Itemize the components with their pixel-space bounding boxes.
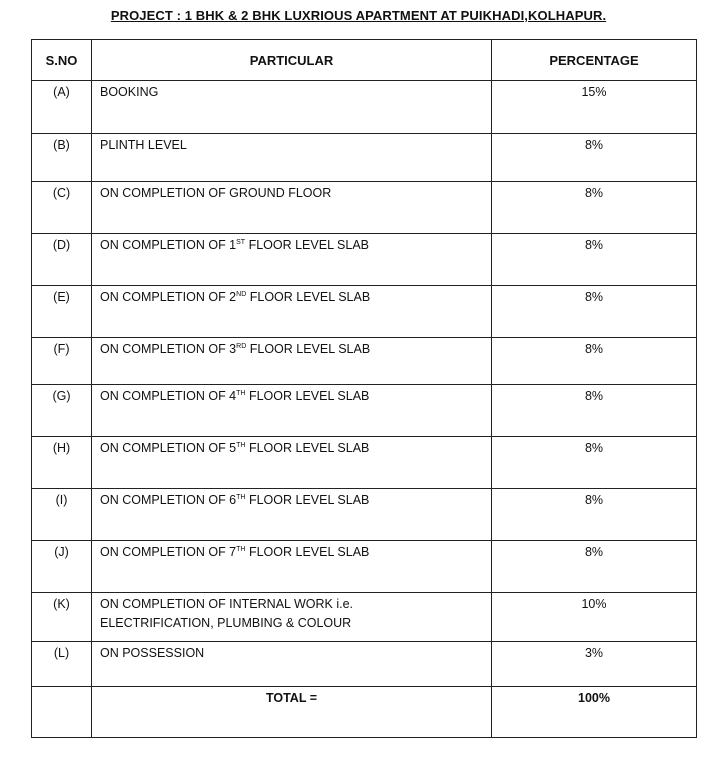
row-sno: (G) bbox=[32, 385, 92, 437]
row-sno: (H) bbox=[32, 437, 92, 489]
table-row bbox=[32, 642, 697, 687]
table-row bbox=[32, 385, 697, 437]
particular-text: BOOKING bbox=[100, 85, 159, 99]
ordinal-suffix: TH bbox=[236, 494, 246, 501]
particular-text-line2: ELECTRIFICATION, PLUMBING & COLOUR bbox=[100, 616, 352, 630]
table-row bbox=[32, 286, 697, 338]
particular-text-rest: FLOOR LEVEL SLAB bbox=[245, 441, 370, 455]
row-sno: (J) bbox=[32, 541, 92, 593]
row-particular bbox=[92, 134, 492, 182]
row-sno: (I) bbox=[32, 489, 92, 541]
particular-text: PLINTH LEVEL bbox=[100, 138, 187, 152]
row-particular bbox=[92, 541, 492, 593]
row-particular bbox=[92, 182, 492, 234]
row-percentage: 8% bbox=[492, 489, 697, 541]
row-percentage: 8% bbox=[492, 234, 697, 286]
row-particular bbox=[92, 489, 492, 541]
row-percentage: 8% bbox=[492, 286, 697, 338]
table-row bbox=[32, 234, 697, 286]
table-row bbox=[32, 182, 697, 234]
table-row bbox=[32, 593, 697, 642]
particular-text: ON COMPLETION OF 6 bbox=[100, 493, 237, 507]
document-title: PROJECT : 1 BHK & 2 BHK LUXRIOUS APARTMENT AT PUIKHADI,KOLHAPUR. bbox=[110, 8, 607, 23]
ordinal-suffix: TH bbox=[236, 390, 246, 397]
ordinal-suffix: ST bbox=[236, 239, 246, 246]
particular-text: ON COMPLETION OF 7 bbox=[100, 545, 237, 559]
header-percentage: PERCENTAGE bbox=[492, 40, 697, 81]
ordinal-suffix: RD bbox=[236, 343, 247, 350]
row-particular bbox=[92, 385, 492, 437]
row-sno: (D) bbox=[32, 234, 92, 286]
table-row bbox=[32, 541, 697, 593]
row-particular bbox=[92, 437, 492, 489]
row-sno: (L) bbox=[32, 642, 92, 687]
row-sno: (F) bbox=[32, 338, 92, 385]
row-particular bbox=[92, 81, 492, 134]
particular-text-rest: FLOOR LEVEL SLAB bbox=[245, 238, 369, 252]
particular-text: ON COMPLETION OF GROUND FLOOR bbox=[100, 186, 332, 200]
table-row bbox=[32, 489, 697, 541]
row-sno: (B) bbox=[32, 134, 92, 182]
row-percentage: 8% bbox=[492, 182, 697, 234]
row-sno: (A) bbox=[32, 81, 92, 134]
row-particular bbox=[92, 338, 492, 385]
row-sno: (K) bbox=[32, 593, 92, 642]
particular-text-rest: FLOOR LEVEL SLAB bbox=[245, 493, 370, 507]
row-sno: (E) bbox=[32, 286, 92, 338]
row-percentage: 8% bbox=[492, 437, 697, 489]
table-row bbox=[32, 134, 697, 182]
row-particular bbox=[92, 593, 492, 642]
row-percentage: 8% bbox=[492, 541, 697, 593]
total-empty-cell bbox=[32, 687, 92, 738]
table-header-row bbox=[32, 40, 697, 81]
total-value: 100% bbox=[492, 687, 697, 738]
particular-text: ON COMPLETION OF 2 bbox=[100, 290, 237, 304]
row-percentage: 10% bbox=[492, 593, 697, 642]
particular-text: ON COMPLETION OF 4 bbox=[100, 389, 237, 403]
ordinal-suffix: ND bbox=[236, 291, 247, 298]
ordinal-suffix: TH bbox=[236, 546, 246, 553]
particular-text: ON COMPLETION OF 3 bbox=[100, 342, 237, 356]
particular-text: ON COMPLETION OF 5 bbox=[100, 441, 237, 455]
total-row bbox=[32, 687, 697, 738]
particular-text: ON POSSESSION bbox=[100, 646, 205, 660]
row-particular bbox=[92, 286, 492, 338]
row-percentage: 8% bbox=[492, 338, 697, 385]
row-percentage: 8% bbox=[492, 134, 697, 182]
table-row bbox=[32, 81, 697, 134]
table-row bbox=[32, 338, 697, 385]
header-sno: S.NO bbox=[32, 40, 92, 81]
total-label: TOTAL = bbox=[92, 687, 492, 738]
particular-text-rest: FLOOR LEVEL SLAB bbox=[245, 389, 370, 403]
particular-text: ON COMPLETION OF INTERNAL WORK i.e. bbox=[100, 597, 354, 611]
particular-text-rest: FLOOR LEVEL SLAB bbox=[246, 290, 371, 304]
particular-text-rest: FLOOR LEVEL SLAB bbox=[246, 342, 371, 356]
particular-text: ON COMPLETION OF 1 bbox=[100, 238, 237, 252]
row-percentage: 8% bbox=[492, 385, 697, 437]
ordinal-suffix: TH bbox=[236, 442, 246, 449]
row-particular bbox=[92, 234, 492, 286]
row-percentage: 3% bbox=[492, 642, 697, 687]
table-row bbox=[32, 437, 697, 489]
header-particular: PARTICULAR bbox=[92, 40, 492, 81]
row-percentage: 15% bbox=[492, 81, 697, 134]
row-particular bbox=[92, 642, 492, 687]
payment-schedule-table bbox=[31, 39, 697, 738]
table-body bbox=[32, 81, 697, 738]
particular-text-rest: FLOOR LEVEL SLAB bbox=[245, 545, 370, 559]
row-sno: (C) bbox=[32, 182, 92, 234]
